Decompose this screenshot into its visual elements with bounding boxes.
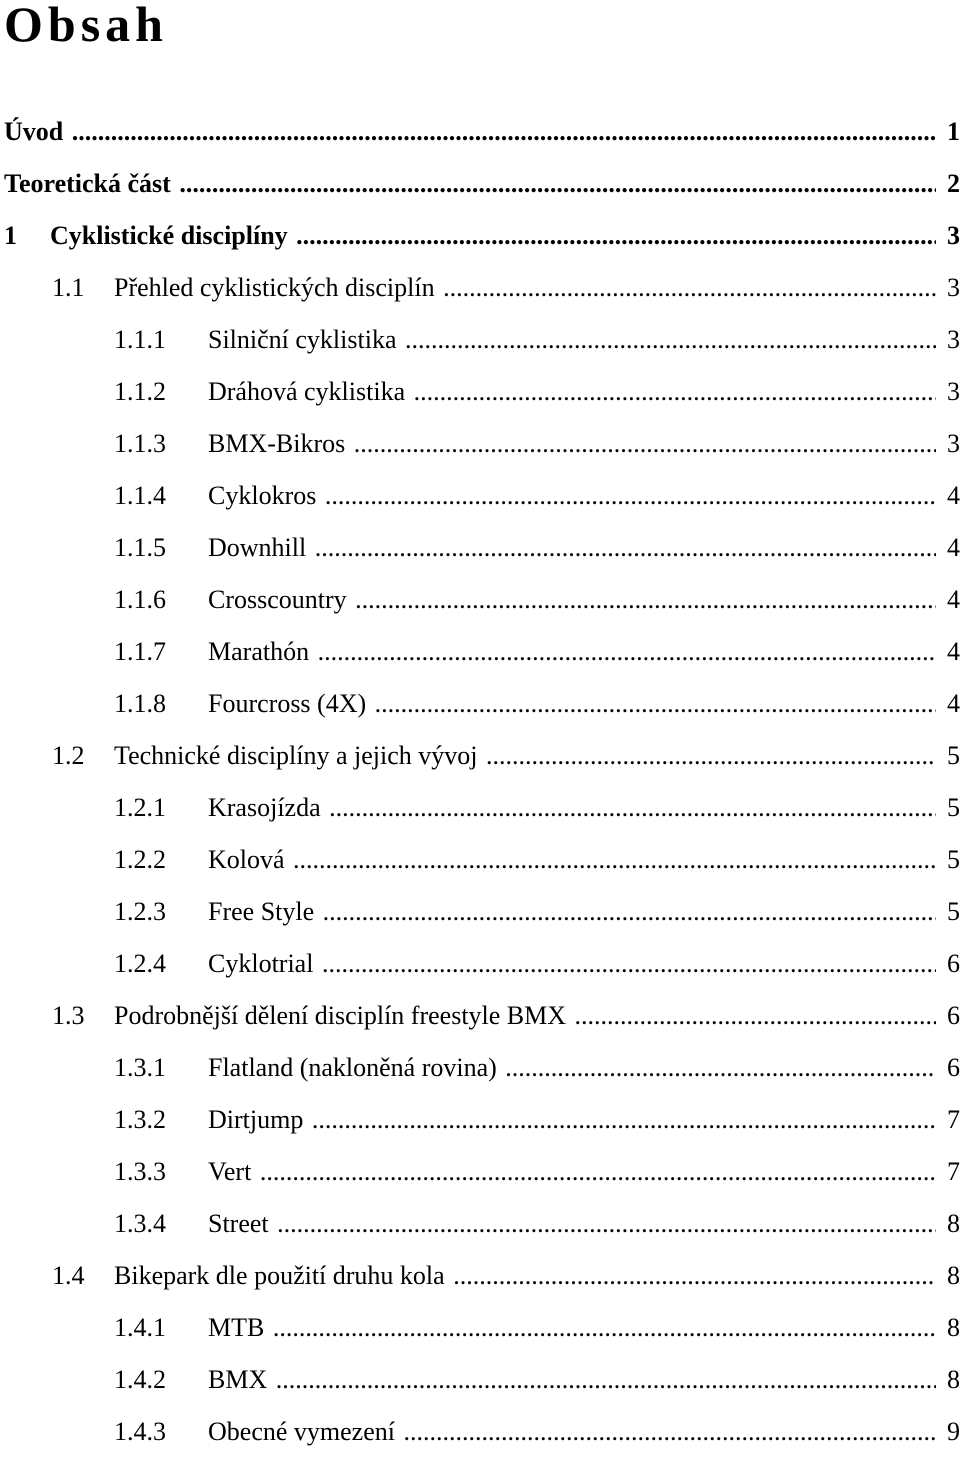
toc-entry[interactable] — [0, 158, 960, 210]
toc-entry-title: Krasojízda — [208, 793, 321, 822]
toc-entry-number: 1.1.5 — [114, 533, 166, 562]
toc-entry-title: Marathón — [208, 637, 310, 666]
toc-entry[interactable] — [0, 678, 960, 730]
toc-entry-title: Dirtjump — [208, 1105, 304, 1134]
toc-entry-page-number: 5 — [936, 782, 960, 834]
toc-entry-title: Street — [208, 1209, 269, 1238]
toc-entry-title: BMX — [208, 1365, 268, 1394]
toc-entry-title: Teoretická část — [4, 169, 171, 198]
toc-entry-number: 1.1.3 — [114, 429, 166, 458]
toc-entry-number: 1.2.4 — [114, 949, 166, 978]
toc-entry[interactable] — [0, 574, 960, 626]
toc-entry-page-number: 5 — [936, 886, 960, 938]
toc-entry[interactable] — [0, 1354, 960, 1406]
toc-entry-leader — [208, 418, 936, 470]
toc-entry-title: Bikepark dle použití druhu kola — [114, 1261, 445, 1290]
toc-entry-number: 1.1.6 — [114, 585, 166, 614]
toc-entry-title: Downhill — [208, 533, 307, 562]
toc-entry[interactable] — [0, 782, 960, 834]
toc-entry-page-number: 4 — [936, 626, 960, 678]
toc-entry[interactable] — [0, 470, 960, 522]
toc-entry-title: Free Style — [208, 897, 315, 926]
toc-entry-number: 1.3 — [52, 1001, 85, 1030]
toc-entry[interactable] — [0, 262, 960, 314]
toc-entry-page-number: 5 — [936, 834, 960, 886]
toc-entry-leader — [208, 1302, 936, 1354]
toc-entry-leader — [208, 886, 936, 938]
toc-entry-number: 1.3.4 — [114, 1209, 166, 1238]
toc-entry-number: 1.4 — [52, 1261, 85, 1290]
toc-entry-title: Obecné vymezení — [208, 1417, 395, 1446]
toc-entry-page-number: 5 — [936, 730, 960, 782]
toc-entry-page-number: 4 — [936, 574, 960, 626]
toc-entry-page-number: 3 — [936, 418, 960, 470]
toc-entry[interactable] — [0, 626, 960, 678]
toc-entry[interactable] — [0, 366, 960, 418]
toc-entry-page-number: 6 — [936, 990, 960, 1042]
toc-entry-title: Crosscountry — [208, 585, 347, 614]
toc-entry-title: Přehled cyklistických disciplín — [114, 273, 435, 302]
toc-entry-title: Vert — [208, 1157, 252, 1186]
toc-entry-page-number: 7 — [936, 1146, 960, 1198]
toc-entry-title: Cyklokros — [208, 481, 317, 510]
toc-entry-leader — [208, 1042, 936, 1094]
toc-entry[interactable] — [0, 1042, 960, 1094]
toc-entry[interactable] — [0, 834, 960, 886]
toc-entry-title: Silniční cyklistika — [208, 325, 397, 354]
page-title: Obsah — [4, 0, 168, 52]
toc-entry-leader — [50, 210, 936, 262]
toc-entry[interactable] — [0, 938, 960, 990]
toc-entry[interactable] — [0, 522, 960, 574]
toc-entry-title: Kolová — [208, 845, 285, 874]
toc-entry-leader — [208, 626, 936, 678]
toc-entry-leader — [4, 158, 936, 210]
toc-entry-title: Fourcross (4X) — [208, 689, 367, 718]
toc-entry-leader — [208, 366, 936, 418]
toc-entry-leader — [114, 990, 936, 1042]
toc-entry-page-number: 7 — [936, 1094, 960, 1146]
toc-entry-page-number: 8 — [936, 1354, 960, 1406]
toc-entry-title: Cyklistické disciplíny — [50, 221, 288, 250]
toc-entry[interactable] — [0, 990, 960, 1042]
toc-entry-number: 1.4.3 — [114, 1417, 166, 1446]
toc-entry-leader — [114, 1250, 936, 1302]
toc-entry[interactable] — [0, 1406, 960, 1458]
toc-entry-title: Dráhová cyklistika — [208, 377, 406, 406]
toc-entry-number: 1 — [4, 221, 17, 250]
toc-entry-page-number: 8 — [936, 1302, 960, 1354]
toc-entry-leader — [114, 730, 936, 782]
toc-entry-leader — [208, 314, 936, 366]
toc-entry-leader — [4, 106, 936, 158]
toc-entry[interactable] — [0, 886, 960, 938]
toc-entry-number: 1.3.2 — [114, 1105, 166, 1134]
toc-entry[interactable] — [0, 1094, 960, 1146]
toc-entry[interactable] — [0, 106, 960, 158]
toc-entry-leader — [208, 1094, 936, 1146]
toc-entry-number: 1.3.3 — [114, 1157, 166, 1186]
toc-entry-number: 1.2.2 — [114, 845, 166, 874]
toc-entry-number: 1.1.8 — [114, 689, 166, 718]
toc-entry-page-number: 3 — [936, 210, 960, 262]
toc-entry[interactable] — [0, 314, 960, 366]
toc-entry-title: Flatland (nakloněná rovina) — [208, 1053, 497, 1082]
toc-entry-number: 1.2.3 — [114, 897, 166, 926]
toc-entry-page-number: 6 — [936, 1042, 960, 1094]
toc-entry-number: 1.1.1 — [114, 325, 166, 354]
toc-entry-leader — [208, 938, 936, 990]
toc-entry[interactable] — [0, 418, 960, 470]
toc-entry-number: 1.1.4 — [114, 481, 166, 510]
toc-entry-leader — [208, 1146, 936, 1198]
table-of-contents — [0, 106, 960, 1458]
toc-entry-number: 1.2 — [52, 741, 85, 770]
toc-entry-leader — [208, 1198, 936, 1250]
toc-entry-page-number: 9 — [936, 1406, 960, 1458]
toc-entry-leader — [114, 262, 936, 314]
toc-entry-page-number: 4 — [936, 522, 960, 574]
toc-entry-page-number: 2 — [936, 158, 960, 210]
toc-entry-number: 1.2.1 — [114, 793, 166, 822]
toc-entry-leader — [208, 1406, 936, 1458]
toc-entry[interactable] — [0, 1302, 960, 1354]
toc-entry[interactable] — [0, 1146, 960, 1198]
toc-entry-leader — [208, 470, 936, 522]
toc-entry-leader — [208, 1354, 936, 1406]
toc-entry-number: 1.1.7 — [114, 637, 166, 666]
toc-entry-page-number: 3 — [936, 366, 960, 418]
toc-entry-page-number: 8 — [936, 1198, 960, 1250]
toc-entry-page-number: 3 — [936, 262, 960, 314]
toc-entry[interactable] — [0, 1198, 960, 1250]
toc-entry-title: MTB — [208, 1313, 265, 1342]
toc-entry-title: BMX-Bikros — [208, 429, 346, 458]
toc-entry-page-number: 6 — [936, 938, 960, 990]
toc-entry-number: 1.4.1 — [114, 1313, 166, 1342]
toc-entry-leader — [208, 834, 936, 886]
toc-entry-title: Cyklotrial — [208, 949, 314, 978]
toc-entry-title: Podrobnější dělení disciplín freestyle BMX — [114, 1001, 567, 1030]
toc-entry[interactable] — [0, 1250, 960, 1302]
toc-entry-number: 1.4.2 — [114, 1365, 166, 1394]
toc-entry-leader — [208, 574, 936, 626]
toc-entry-page-number: 4 — [936, 470, 960, 522]
toc-entry[interactable] — [0, 730, 960, 782]
toc-entry-title: Technické disciplíny a jejich vývoj — [114, 741, 478, 770]
toc-entry-leader — [208, 522, 936, 574]
toc-entry-page-number: 4 — [936, 678, 960, 730]
toc-entry-page-number: 1 — [936, 106, 960, 158]
toc-entry-leader — [208, 678, 936, 730]
toc-entry-number: 1.3.1 — [114, 1053, 166, 1082]
toc-entry-number: 1.1 — [52, 273, 85, 302]
toc-entry-title: Úvod — [4, 117, 64, 146]
toc-entry[interactable] — [0, 210, 960, 262]
toc-entry-page-number: 8 — [936, 1250, 960, 1302]
toc-entry-page-number: 3 — [936, 314, 960, 366]
toc-entry-leader — [208, 782, 936, 834]
toc-entry-number: 1.1.2 — [114, 377, 166, 406]
